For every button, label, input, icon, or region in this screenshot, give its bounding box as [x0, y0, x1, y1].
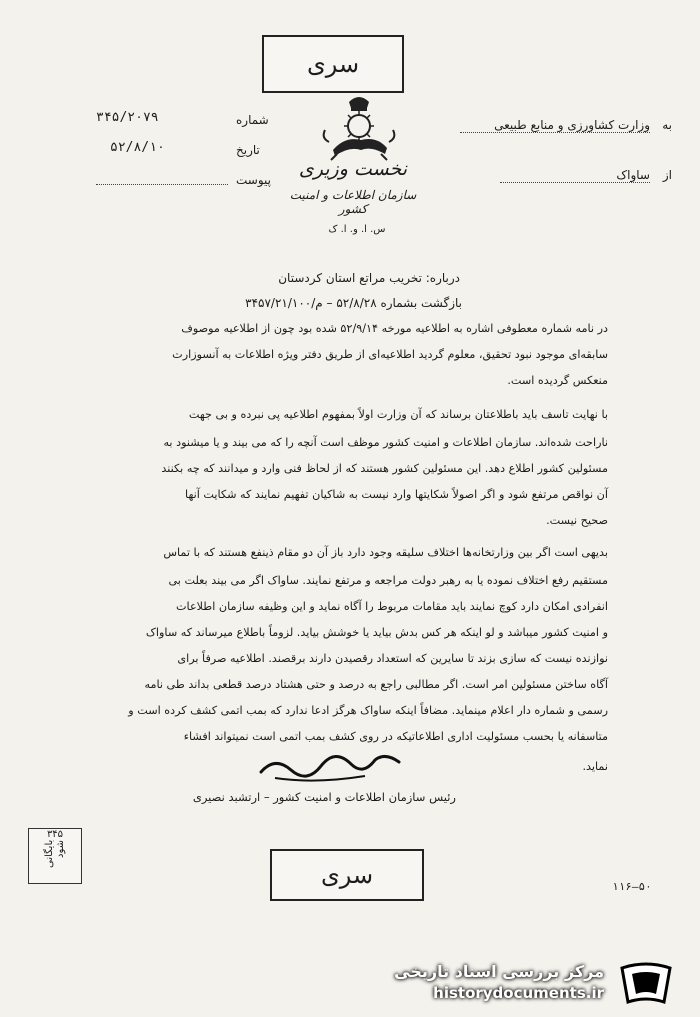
body-line: نماید.: [582, 760, 608, 773]
body-line: آن نواقص مرتفع شود و اگر اصولاً شکایتها وارد نیست به شاکیان تفهیم نمایند که شکایت آنها: [185, 488, 608, 501]
archive-stamp: [28, 828, 82, 884]
attachment-line: [96, 184, 228, 185]
body-line: نوازنده نیست که سازی بزند تا سایرین که استعداد رقصیدن دارند برقصند. اطلاعیه صرفاً برای: [177, 652, 608, 665]
date-label: تاریخ: [236, 143, 260, 157]
to-label: به: [662, 118, 672, 132]
body-line: در نامه شماره معطوفی اشاره به اطلاعیه مورخه ۵۲/۹/۱۴ شده بود چون از اطلاعیه موصوف: [181, 322, 608, 335]
letterhead-title: نخست وزیری: [298, 158, 408, 180]
page-code: ۱۱۶–۵۰: [612, 880, 652, 893]
reference-line: بازگشت بشماره ۵۲/۸/۲۸ – م/۳۴۵۷/۲۱/۱۰۰: [245, 296, 462, 310]
from-value: ساواک: [500, 168, 650, 183]
attachment-label: پیوست: [236, 173, 271, 187]
archive-logo-icon: [614, 960, 678, 1008]
letterhead-subtitle: سازمان اطلاعات و امنیت کشور: [289, 188, 417, 216]
subject-line: درباره: تخریب مراتع استان کردستان: [278, 271, 460, 285]
from-label: از: [662, 168, 672, 182]
site-watermark: [396, 960, 686, 1008]
letterhead-code: س. ا. و. ا. ک: [328, 224, 386, 235]
body-line: متاسفانه یا بحسب مسئولیت اداری اطلاعاتیکه در روی کشف بمب اتمی است نمیتواند افشاء: [183, 730, 608, 743]
body-line: بدیهی است اگر بین وزارتخانه‌ها اختلاف سلیقه وجود دارد باز آن دو مقام ذینفع هستند که با تماس: [163, 546, 608, 559]
body-line: مستقیم رفع اختلاف نموده یا به رهبر دولت مراجعه و مرتفع نمایند. ساواک اگر می بیند بعلت بی: [168, 574, 608, 587]
archive-stamp-number: ۳۴۵: [46, 829, 64, 840]
signatory-line: رئیس سازمان اطلاعات و امنیت کشور – ارتشبد نصیری: [192, 790, 456, 804]
body-line: رسمی و شماره دار اعلام مینماید. مضافاً اینکه ساواک هرگز ادعا ندارد که بمب اتمی کشف کرده است و: [128, 704, 608, 717]
body-line: ناراحت شده‌اند. سازمان اطلاعات و امنیت کشور موظف است آنچه را که می بیند و یا میشنود به: [163, 436, 608, 449]
lion-and-sun-emblem-icon: [315, 92, 403, 162]
watermark-url: historydocuments.ir: [433, 984, 604, 1002]
body-line: با نهایت تاسف باید باطلاعتان برساند که آن وزارت اولاً بمفهوم اطلاعیه پی نبرده و بی جهت: [188, 408, 608, 421]
to-value: وزارت کشاورزی و منابع طبیعی: [460, 118, 650, 133]
handwritten-signature-icon: [255, 742, 405, 788]
body-line: و امنیت کشور میباشد و لو اینکه هر کس بدش بیاید یا خوشش بیاید. لزوماً باطلاع میرساند که ساواک: [145, 626, 608, 639]
secret-stamp-top: سری: [262, 35, 404, 93]
secret-stamp-bottom: سری: [270, 849, 424, 901]
body-line: مسئولین کشور اطلاع دهد. این مسئولین کشور هستند که از لحاظ فنی وارد و میدانند که چه بکنند: [161, 462, 608, 475]
body-line: آگاه ساختن مسئولین امر است. اگر مطالبی راجع به درصد و حتی هشتاد درصد قطعی بداند طی نامه: [144, 678, 608, 691]
body-line: انفرادی امکان دارد کوچ نمایند باید مقامات مربوط را آگاه نماید و این وظیفه سازمان اطلاعات: [176, 600, 608, 613]
body-line: صحیح نیست.: [546, 514, 608, 527]
number-label: شماره: [236, 113, 269, 127]
number-value: ۳۴۵/۲۰۷۹: [96, 110, 159, 125]
body-line: منعکس گردیده است.: [507, 374, 608, 387]
body-line: سابقه‌ای موجود نبود تحقیق، معلوم گردید اطلاعیه‌ای از طریق دفتر ویژه اطلاعات به آنسوزارت: [172, 348, 608, 361]
date-value: ۵۲/۸/۱۰: [110, 140, 165, 155]
watermark-title: مرکز بررسی اسناد تاریخی: [394, 962, 604, 981]
archive-stamp-text: بایگانی شود: [44, 840, 66, 869]
